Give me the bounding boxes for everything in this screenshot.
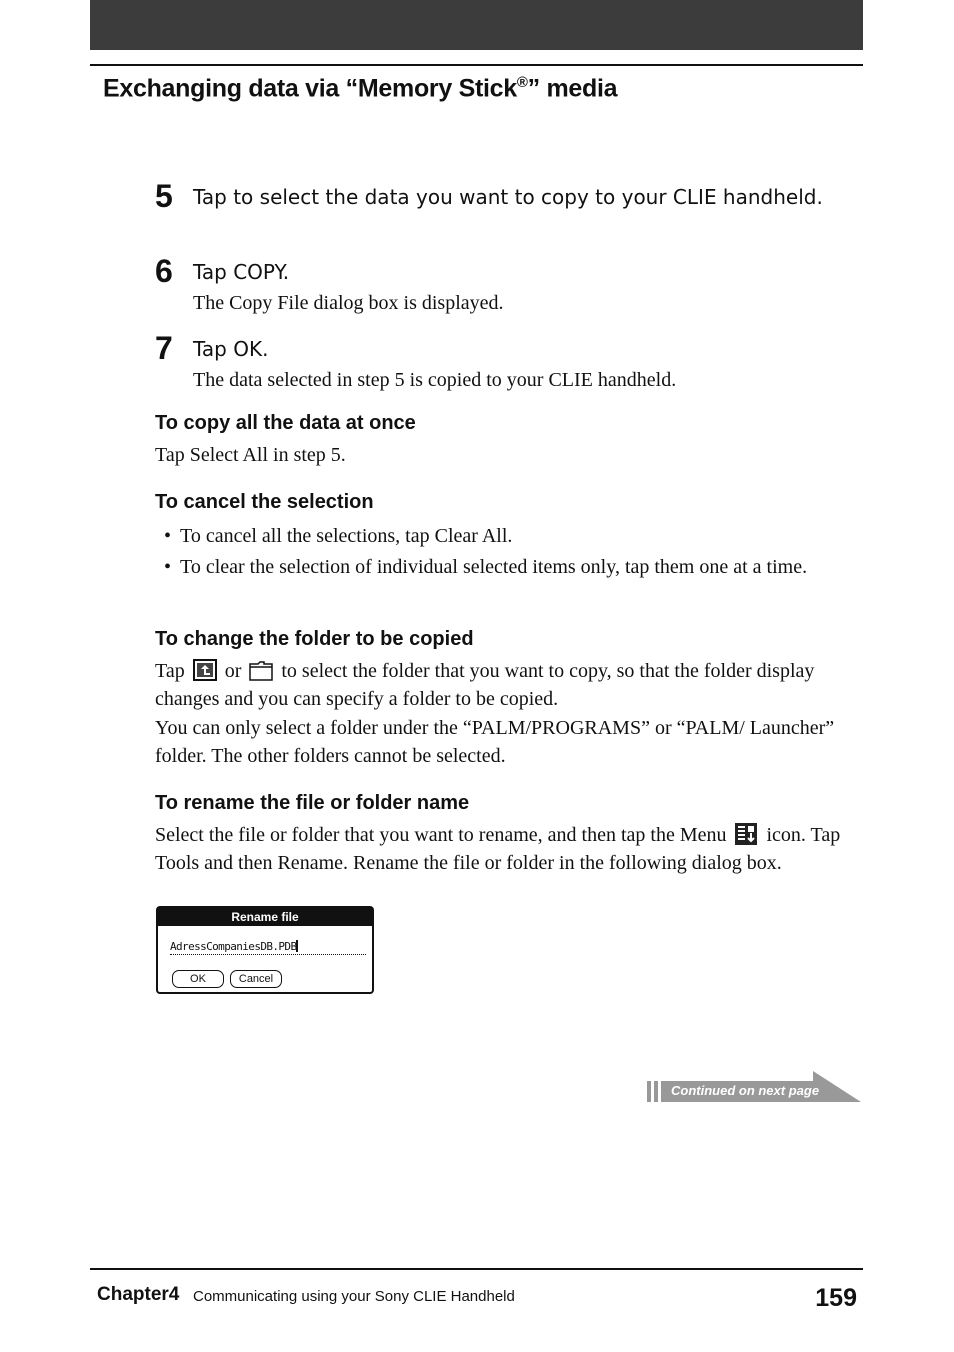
- change-folder-note: You can only select a folder under the “PALM/PROGRAMS” or “PALM/ Launcher” folder. The other folders cannot be selected.: [155, 717, 835, 767]
- registered-mark: ®: [516, 74, 528, 91]
- step-number: 7: [155, 330, 173, 366]
- header-rule: [90, 64, 863, 66]
- step-5: [155, 178, 845, 214]
- step-7: [155, 330, 845, 394]
- cancel-bullet-list: [164, 523, 844, 585]
- step-instruction: Tap COPY.: [193, 260, 290, 284]
- chapter-label: Chapter4: [97, 1284, 180, 1305]
- step-instruction: Tap OK.: [193, 337, 269, 361]
- rename-heading: To rename the file or folder name: [155, 792, 470, 814]
- footer-rule: [90, 1268, 863, 1270]
- dialog-title: Rename file: [158, 908, 372, 926]
- step-number: 6: [155, 253, 173, 289]
- continued-banner: [647, 1071, 861, 1102]
- step-description: The data selected in step 5 is copied to your CLIE handheld.: [193, 369, 677, 391]
- section-title: Exchanging data via “Memory Stick®” media: [103, 74, 618, 103]
- rename-text: Select the file or folder that you want to rename, and then tap the Menu icon. Tap Tools and then Rename. Rename the file or folder in the following dialog box.: [155, 824, 841, 874]
- folder-up-icon: [193, 659, 217, 681]
- cancel-heading: To cancel the selection: [155, 491, 374, 513]
- copy-all-heading: To copy all the data at once: [155, 412, 416, 434]
- header-bar: [90, 0, 863, 50]
- list-item: • To clear the selection of individual selected items only, tap them one at a time.: [164, 556, 808, 578]
- change-folder-heading: To change the folder to be copied: [155, 628, 474, 650]
- filename-field[interactable]: AdressCompaniesDB.PDB: [170, 940, 366, 955]
- menu-icon: [734, 822, 758, 846]
- step-instruction: Tap to select the data you want to copy to your CLIE handheld.: [193, 185, 823, 209]
- step-description: The Copy File dialog box is displayed.: [193, 292, 504, 314]
- ok-button[interactable]: OK: [172, 970, 224, 988]
- chapter-title: Communicating using your Sony CLIE Handheld: [193, 1288, 515, 1305]
- cancel-button[interactable]: Cancel: [230, 970, 282, 988]
- step-number: 5: [155, 178, 173, 214]
- list-item: • To cancel all the selections, tap Clear All.: [164, 525, 513, 547]
- folder-icon: [249, 659, 273, 681]
- copy-all-text: Tap Select All in step 5.: [155, 444, 346, 466]
- step-6: [155, 253, 845, 317]
- rename-file-dialog: [156, 906, 374, 994]
- continued-text: Continued on next page: [671, 1083, 820, 1098]
- page-number: 159: [815, 1284, 857, 1312]
- text-caret: [296, 940, 298, 952]
- change-folder-text: Tap or to select the folder that you want to copy, so that the folder display changes and you can specify a folder to be copied.: [155, 660, 815, 710]
